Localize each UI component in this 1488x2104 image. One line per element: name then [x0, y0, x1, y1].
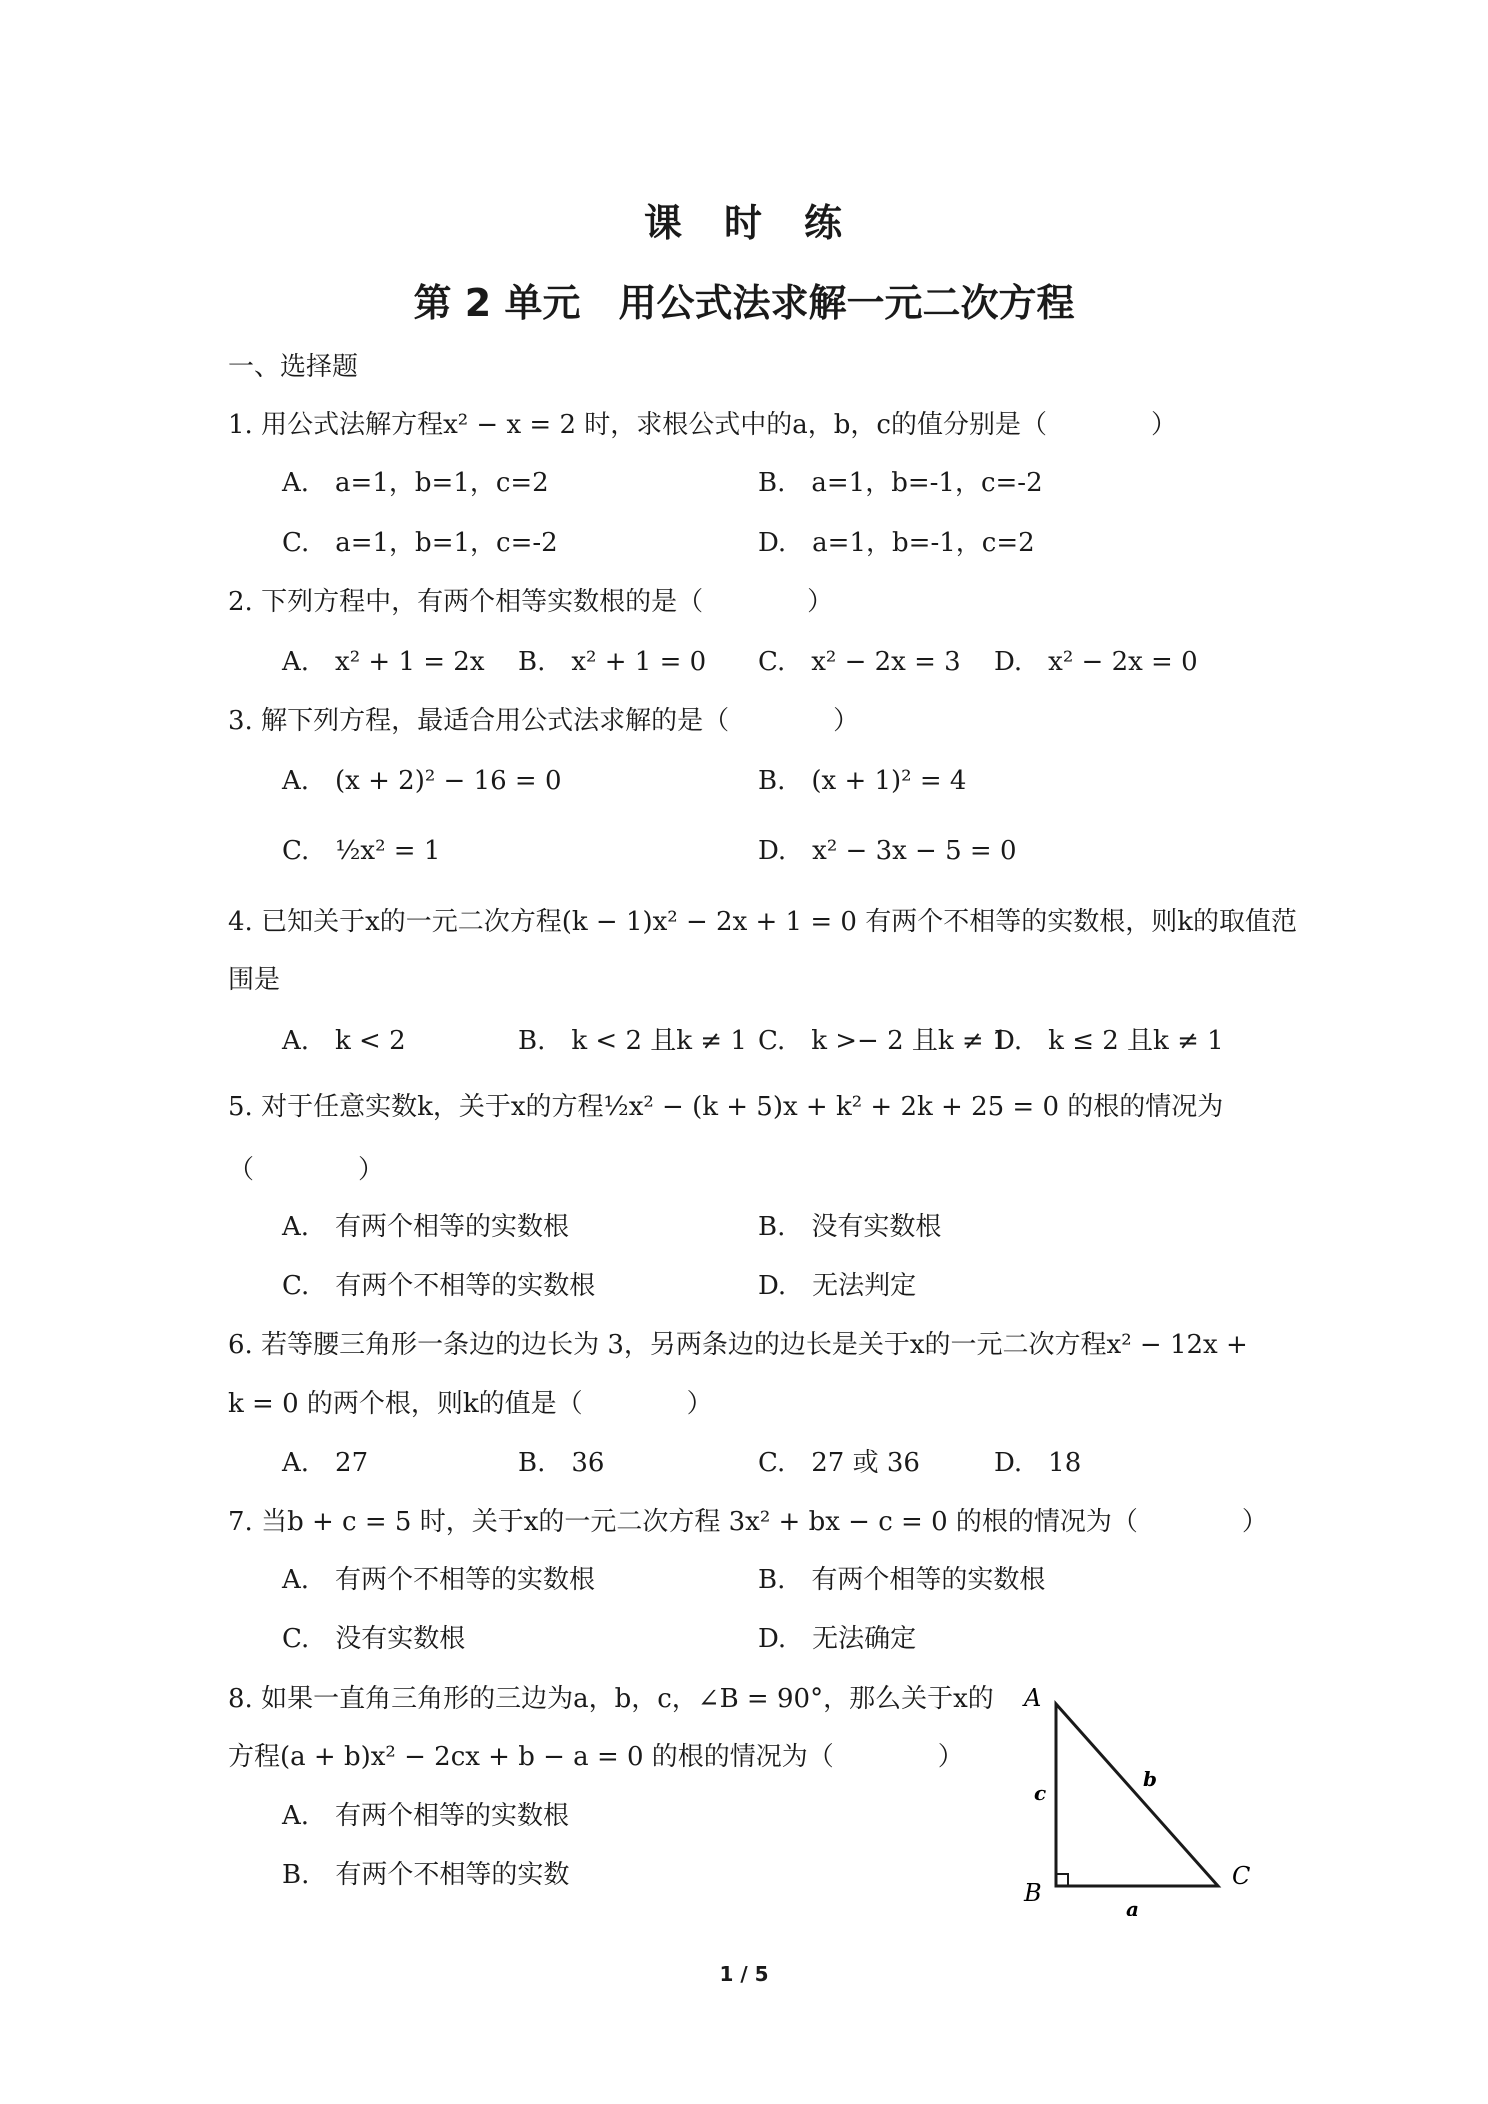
q6-option-c: C. 27 或 36	[758, 1448, 920, 1478]
q7-stem: 7. 当b + c = 5 时，关于x的一元二次方程 3x² + bx − c = 0 的根的情况为（ ）	[228, 1507, 1268, 1537]
q1-option-a: A. a=1，b=1，c=2	[282, 468, 549, 498]
doc-subtitle: 第 2 单元 用公式法求解一元二次方程	[413, 281, 1075, 325]
q4-option-d: D. k ≤ 2 且k ≠ 1	[994, 1026, 1224, 1056]
q7-option-b: B. 有两个相等的实数根	[758, 1565, 1046, 1595]
vertex-c-label: C	[1232, 1862, 1251, 1890]
q8-stem-line1: 8. 如果一直角三角形的三边为a，b，c，∠B = 90°，那么关于x的	[228, 1684, 994, 1714]
q6-option-b: B. 36	[518, 1448, 605, 1478]
q3-option-b: B. (x + 1)² = 4	[758, 766, 967, 796]
q2-option-b: B. x² + 1 = 0	[518, 647, 707, 677]
q1-option-b: B. a=1，b=-1，c=-2	[758, 468, 1043, 498]
q8-option-a: A. 有两个相等的实数根	[282, 1801, 570, 1831]
side-a-label: a	[1126, 1897, 1139, 1916]
q4-option-c: C. k >− 2 且k ≠ 1	[758, 1026, 1009, 1056]
q8-stem-line2: 方程(a + b)x² − 2cx + b − a = 0 的根的情况为（ ）	[228, 1742, 964, 1772]
q4-option-a: A. k < 2	[282, 1026, 406, 1056]
q3-option-a: A. (x + 2)² − 16 = 0	[282, 766, 562, 796]
q8-option-b: B. 有两个不相等的实数	[282, 1860, 570, 1890]
q5-stem-line1: 5. 对于任意实数k，关于x的方程½x² − (k + 5)x + k² + 2k + 25 = 0 的根的情况为	[228, 1092, 1224, 1122]
q1-stem: 1. 用公式法解方程x² − x = 2 时，求根公式中的a，b，c的值分别是（ ）	[228, 410, 1177, 440]
q3-option-d: D. x² − 3x − 5 = 0	[758, 836, 1017, 866]
page-number: 1 / 5	[719, 1962, 769, 1986]
q7-option-a: A. 有两个不相等的实数根	[282, 1565, 596, 1595]
q5-option-a: A. 有两个相等的实数根	[282, 1212, 570, 1242]
q5-option-c: C. 有两个不相等的实数根	[282, 1271, 596, 1301]
side-b-label: b	[1143, 1767, 1157, 1791]
side-c-label: c	[1034, 1781, 1047, 1805]
section-heading: 一、选择题	[228, 352, 359, 382]
q5-option-d: D. 无法判定	[758, 1271, 917, 1301]
q7-option-d: D. 无法确定	[758, 1624, 917, 1654]
q7-option-c: C. 没有实数根	[282, 1624, 466, 1654]
q6-stem-line1: 6. 若等腰三角形一条边的边长为 3，另两条边的边长是关于x的一元二次方程x² − 12x +	[228, 1330, 1248, 1360]
q2-stem: 2. 下列方程中，有两个相等实数根的是（ ）	[228, 587, 834, 617]
q4-option-b: B. k < 2 且k ≠ 1	[518, 1026, 747, 1056]
q4-stem-line1: 4. 已知关于x的一元二次方程(k − 1)x² − 2x + 1 = 0 有两个不相等的实数根，则k的取值范	[228, 907, 1297, 937]
q2-option-d: D. x² − 2x = 0	[994, 647, 1198, 677]
right-angle-marker	[1056, 1874, 1068, 1886]
q5-option-b: B. 没有实数根	[758, 1212, 942, 1242]
vertex-b-label: B	[1024, 1879, 1042, 1907]
q5-stem-line2: （ ）	[228, 1155, 385, 1185]
triangle-outline	[1056, 1704, 1218, 1886]
q1-option-d: D. a=1，b=-1，c=2	[758, 528, 1035, 558]
vertex-a-label: A	[1024, 1684, 1042, 1712]
doc-title: 课 时 练	[643, 201, 844, 245]
q6-stem-line2: k = 0 的两个根，则k的值是（ ）	[228, 1389, 713, 1419]
q6-option-d: D. 18	[994, 1448, 1082, 1478]
q6-option-a: A. 27	[282, 1448, 369, 1478]
q4-stem-line2: 围是	[228, 965, 281, 995]
q3-stem: 3. 解下列方程，最适合用公式法求解的是（ ）	[228, 706, 860, 736]
q1-option-c: C. a=1，b=1，c=-2	[282, 528, 558, 558]
right-triangle-figure	[1006, 1676, 1276, 1916]
q3-option-c: C. ½x² = 1	[282, 836, 441, 866]
q2-option-a: A. x² + 1 = 2x	[282, 647, 485, 677]
q2-option-c: C. x² − 2x = 3	[758, 647, 961, 677]
